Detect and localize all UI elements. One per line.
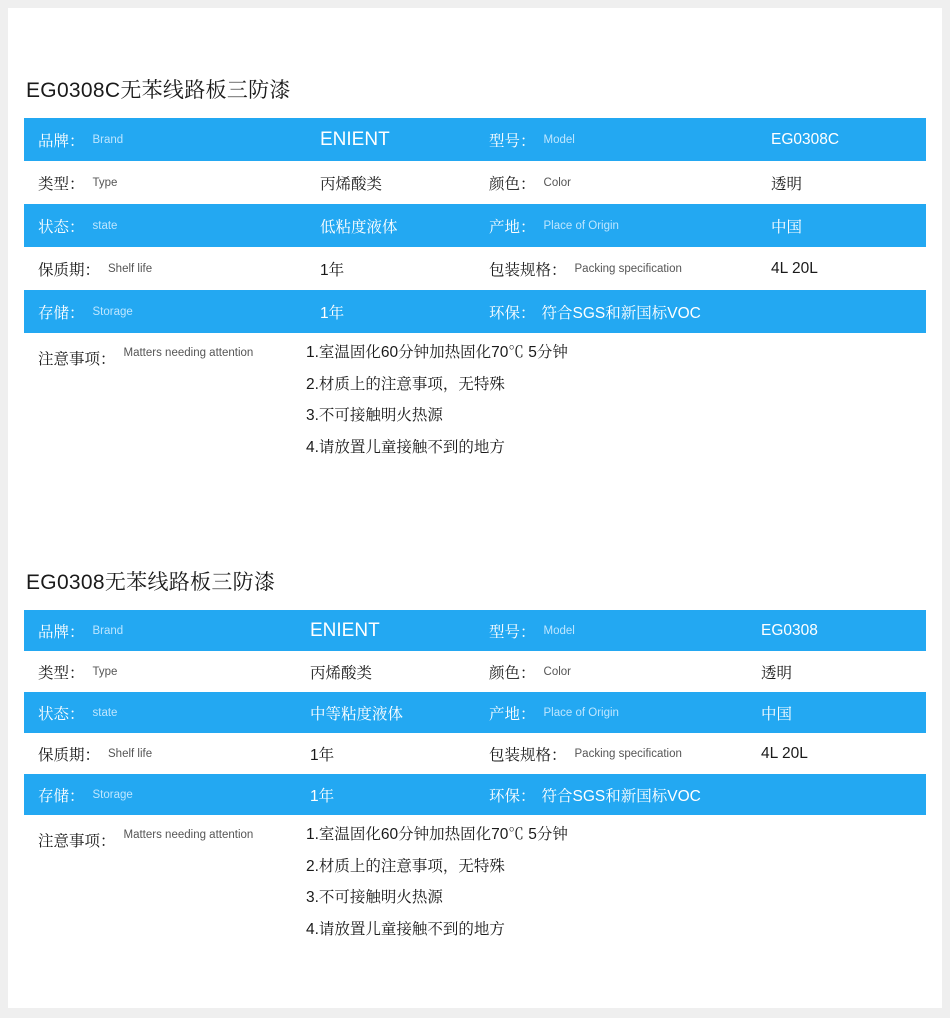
- spec-cell-shelf-life: [24, 247, 475, 290]
- spec-cell-storage: [24, 774, 475, 815]
- notes-label-en: Matters needing attention: [123, 347, 254, 359]
- spec-value: 符合SGS和新国标VOC: [541, 304, 701, 322]
- spec-label-en: Shelf life: [108, 262, 153, 275]
- spec-cell-state: [24, 204, 475, 247]
- notes-label: [24, 345, 306, 455]
- spec-value: 1年: [310, 746, 335, 764]
- spec-label-cn: 类型：: [38, 664, 85, 682]
- note-item: 4.请放置儿童接触不到的地方: [306, 438, 505, 456]
- spec-cell-brand: [24, 610, 475, 651]
- spec-value: 中国: [761, 705, 793, 723]
- spec-label-cn: 状态：: [38, 218, 85, 236]
- spec-value: 透明: [761, 664, 793, 682]
- spec-label-en: Color: [543, 176, 571, 189]
- product-block-1: [24, 74, 926, 455]
- spec-value: ENIENT: [320, 128, 390, 150]
- spec-value: 丙烯酸类: [320, 175, 383, 193]
- spec-label-cn: 颜色：: [489, 175, 536, 193]
- note-item: 3.不可接触明火热源: [306, 889, 443, 906]
- note-item: 2.材质上的注意事项，无特殊: [306, 857, 505, 875]
- notes-label-en: Matters needing attention: [123, 829, 254, 841]
- spec-cell-state: [24, 692, 475, 733]
- notes-label-cn: 注意事项：: [38, 833, 116, 850]
- spec-table: [24, 610, 926, 815]
- spec-label-en: Storage: [92, 305, 133, 318]
- notes-row: [24, 815, 926, 937]
- spec-label-cn: 产地：: [489, 218, 536, 236]
- spec-cell-type: [24, 651, 475, 692]
- spec-cell-origin: [475, 204, 926, 247]
- notes-label: [24, 827, 306, 937]
- page-edge-left: [0, 0, 8, 1018]
- notes-list: [306, 827, 926, 937]
- notes-label-cn: 注意事项：: [38, 351, 116, 368]
- spec-label-cn: 存储：: [38, 304, 85, 322]
- spec-cell-model: [475, 610, 926, 651]
- spec-value: 1年: [320, 304, 345, 322]
- spec-label-cn: 品牌：: [38, 623, 85, 641]
- spec-label-cn: 环保：: [489, 304, 536, 322]
- spec-cell-environmental: [475, 290, 926, 333]
- spec-label-en: Color: [543, 665, 571, 678]
- spec-cell-shelf-life: [24, 733, 475, 774]
- spec-label-cn: 型号：: [489, 623, 536, 641]
- notes-row: [24, 333, 926, 455]
- spec-cell-packing: [475, 733, 926, 774]
- spec-cell-color: [475, 651, 926, 692]
- spec-cell-color: [475, 161, 926, 204]
- page-edge-bottom: [0, 1008, 950, 1018]
- spec-cell-origin: [475, 692, 926, 733]
- note-item: 1.室温固化60分钟加热固化70℃ 5分钟: [306, 344, 568, 361]
- spec-value: EG0308C: [771, 130, 840, 148]
- spec-label-en: Storage: [92, 788, 133, 801]
- spec-label-cn: 存储：: [38, 787, 85, 805]
- spec-label-en: Shelf life: [108, 747, 153, 760]
- spec-cell-environmental: [475, 774, 926, 815]
- spec-value: 透明: [771, 175, 803, 193]
- spec-cell-brand: [24, 118, 475, 161]
- spec-label-en: Model: [543, 133, 575, 146]
- note-item: 2.材质上的注意事项，无特殊: [306, 375, 505, 393]
- spec-value: 4L 20L: [771, 259, 818, 277]
- spec-cell-packing: [475, 247, 926, 290]
- spec-label-en: Brand: [92, 133, 124, 146]
- spec-label-cn: 型号：: [489, 132, 536, 150]
- spec-table: [24, 118, 926, 333]
- spec-value: 1年: [320, 261, 345, 279]
- spec-label-cn: 产地：: [489, 705, 536, 723]
- spec-label-en: Type: [92, 176, 118, 189]
- spec-label-en: Place of Origin: [543, 706, 619, 719]
- spec-label-cn: 包装规格：: [489, 261, 567, 279]
- spec-label-en: Brand: [92, 624, 124, 637]
- spec-label-cn: 类型：: [38, 175, 85, 193]
- spec-label-cn: 保质期：: [38, 261, 101, 279]
- page-edge-top: [0, 0, 950, 8]
- spec-value: ENIENT: [310, 619, 380, 641]
- notes-list: [306, 345, 926, 455]
- spec-label-en: Model: [543, 624, 575, 637]
- spec-label-en: Packing specification: [574, 747, 682, 760]
- spec-label-en: state: [92, 219, 118, 232]
- spec-label-cn: 状态：: [38, 705, 85, 723]
- spec-value: 丙烯酸类: [310, 664, 373, 682]
- spec-label-en: Type: [92, 665, 118, 678]
- spec-label-cn: 环保：: [489, 787, 536, 805]
- product-block-2: [24, 566, 926, 937]
- spec-value: 4L 20L: [761, 744, 808, 762]
- spec-value: EG0308: [761, 621, 818, 639]
- note-item: 4.请放置儿童接触不到的地方: [306, 920, 505, 938]
- spec-label-en: state: [92, 706, 118, 719]
- product-title: EG0308无苯线路板三防漆: [26, 571, 276, 594]
- spec-label-cn: 颜色：: [489, 664, 536, 682]
- spec-label-en: Packing specification: [574, 262, 682, 275]
- spec-value: 低粘度液体: [320, 218, 398, 236]
- product-title: EG0308C无苯线路板三防漆: [26, 79, 291, 102]
- note-item: 1.室温固化60分钟加热固化70℃ 5分钟: [306, 826, 568, 843]
- spec-value: 中国: [771, 218, 803, 236]
- spec-value: 中等粘度液体: [310, 705, 404, 723]
- spec-cell-type: [24, 161, 475, 204]
- spec-cell-model: [475, 118, 926, 161]
- spec-label-cn: 包装规格：: [489, 746, 567, 764]
- spec-label-en: Place of Origin: [543, 219, 619, 232]
- spec-value: 1年: [310, 787, 335, 805]
- spec-label-cn: 保质期：: [38, 746, 101, 764]
- page-edge-right: [942, 0, 950, 1018]
- spec-value: 符合SGS和新国标VOC: [541, 787, 701, 805]
- spec-label-cn: 品牌：: [38, 132, 85, 150]
- note-item: 3.不可接触明火热源: [306, 407, 443, 424]
- spec-cell-storage: [24, 290, 475, 333]
